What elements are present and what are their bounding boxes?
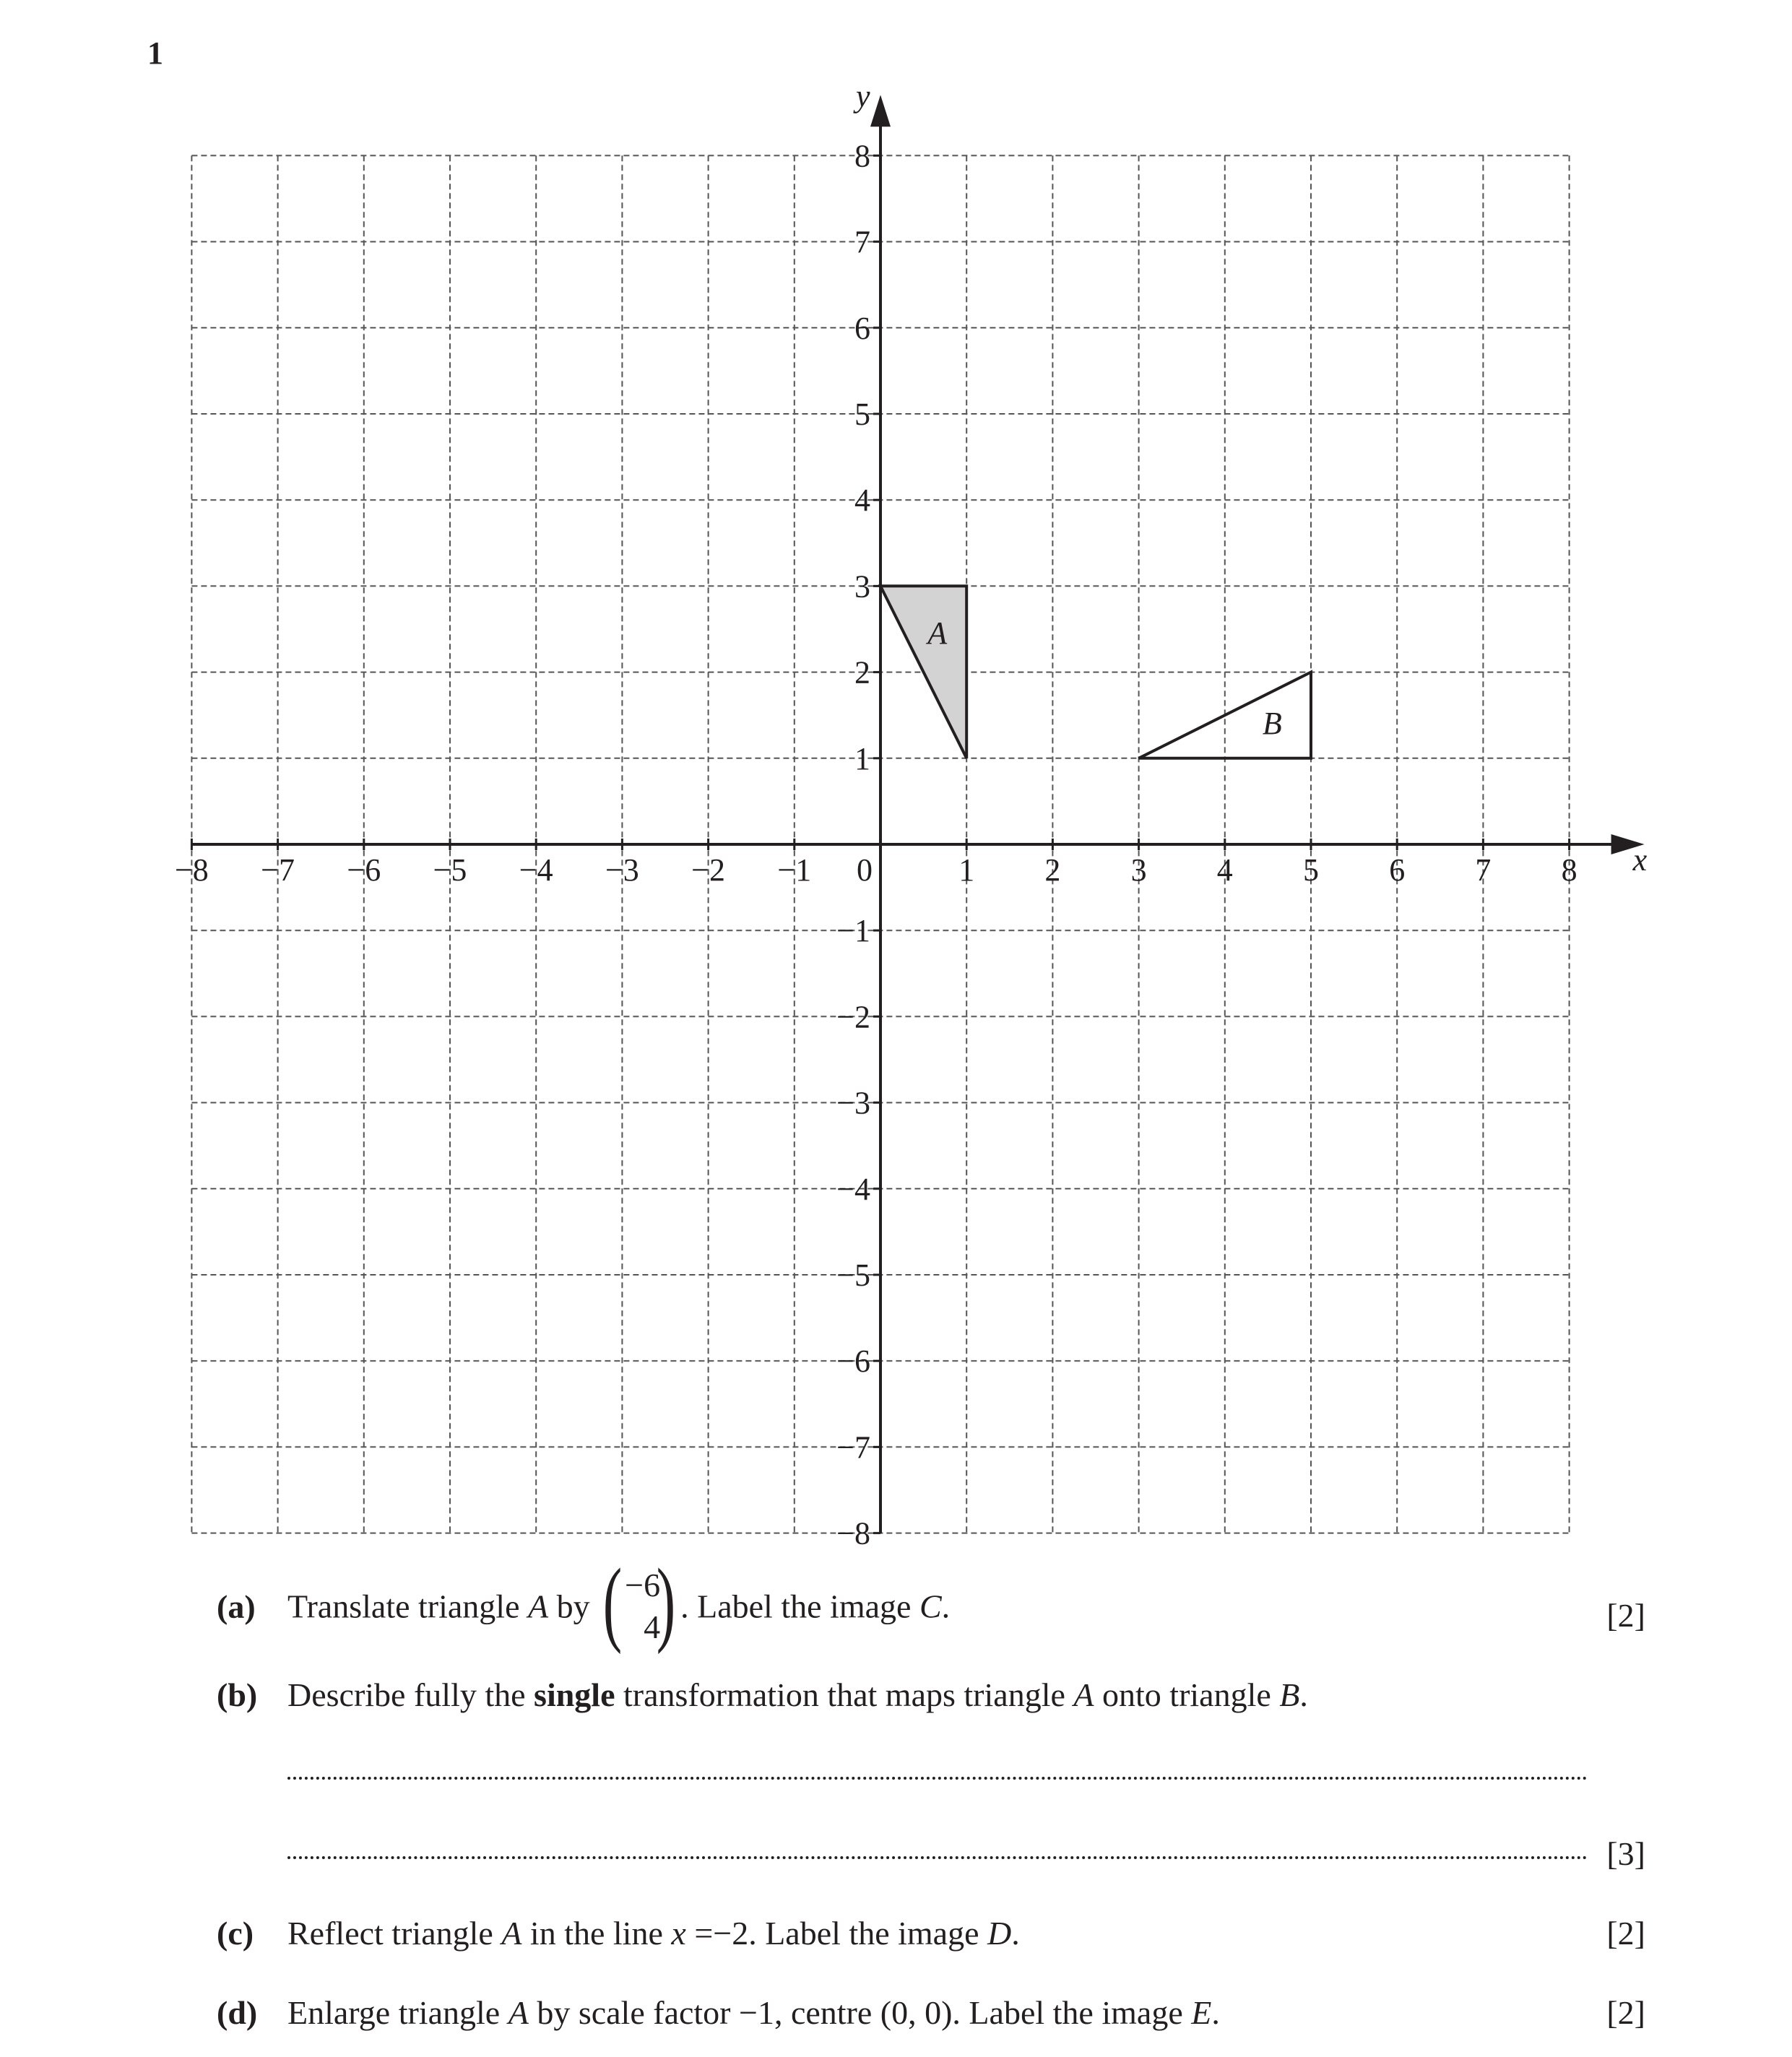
x-tick-label: −4	[519, 852, 553, 888]
part-d-text2: by scale factor −1, centre (0, 0). Label the image	[528, 1994, 1192, 2031]
part-c-text: Reflect triangle	[287, 1915, 502, 1952]
part-c-end: .	[1011, 1915, 1020, 1952]
x-tick-label: 7	[1475, 852, 1492, 888]
part-a	[217, 1549, 951, 1655]
triangle-a	[880, 586, 966, 758]
part-a-var: A	[528, 1588, 549, 1625]
part-c-var: A	[501, 1915, 522, 1952]
triangle-b-label: B	[1262, 706, 1282, 742]
part-d-image: E	[1191, 1994, 1212, 2031]
x-tick-label: 4	[1216, 852, 1233, 888]
answer-line-2[interactable]	[287, 1856, 1588, 1859]
x-tick-label: 3	[1130, 852, 1147, 888]
part-a-text: Translate triangle	[287, 1588, 529, 1625]
y-tick-label: −8	[836, 1515, 870, 1546]
y-tick-label: −3	[836, 1085, 870, 1121]
part-b-bold: single	[534, 1676, 615, 1713]
part-a-end: .	[941, 1588, 951, 1625]
x-tick-label: 2	[1044, 852, 1061, 888]
y-tick-label: −6	[836, 1343, 870, 1380]
x-tick-label: 6	[1389, 852, 1406, 888]
x-axis-label: x	[1632, 842, 1648, 878]
part-d-label: (d)	[217, 1994, 258, 2031]
part-b-text2: transformation that maps triangle	[615, 1676, 1074, 1713]
x-tick-label: 5	[1303, 852, 1319, 888]
part-c-label: (c)	[217, 1915, 254, 1952]
x-tick-label: 1	[958, 852, 975, 888]
triangle-a-label: A	[927, 615, 948, 651]
origin-label: 0	[857, 852, 873, 888]
y-tick-label: −4	[836, 1171, 870, 1207]
x-tick-label: −8	[174, 852, 209, 888]
part-b-text: Describe fully the	[287, 1676, 534, 1713]
vector-bottom: 4	[644, 1608, 661, 1645]
part-c-marks: [2]	[1606, 1915, 1645, 1952]
part-c-image: D	[987, 1915, 1012, 1952]
translation-vector: ( −6 4 )	[602, 1549, 676, 1655]
part-b	[217, 1676, 1308, 1714]
x-tick-label: −5	[433, 852, 467, 888]
part-c-text2: in the line	[521, 1915, 672, 1952]
vector-top: −6	[625, 1567, 661, 1603]
part-a-after: . Label the image	[680, 1588, 919, 1625]
part-a-label: (a)	[217, 1588, 256, 1625]
part-b-end: .	[1299, 1676, 1308, 1713]
y-tick-label: 2	[854, 654, 870, 690]
x-tick-label: −2	[691, 852, 726, 888]
question-number: 1	[147, 35, 163, 71]
y-tick-label: −5	[836, 1257, 870, 1293]
y-axis-label: y	[856, 78, 870, 114]
y-tick-label: 3	[854, 568, 870, 605]
part-c-eq-rest: =−2. Label the image	[685, 1915, 988, 1952]
x-tick-label: −1	[777, 852, 812, 888]
x-tick-label: −3	[605, 852, 639, 888]
part-d-var: A	[508, 1994, 529, 2031]
answer-line-1[interactable]	[287, 1777, 1588, 1780]
y-tick-label: 1	[854, 740, 870, 776]
part-d-text: Enlarge triangle	[287, 1994, 508, 2031]
part-a-marks: [2]	[1606, 1597, 1645, 1634]
part-b-label: (b)	[217, 1676, 258, 1713]
y-tick-label: −1	[836, 913, 870, 949]
part-d	[217, 1993, 1220, 2032]
part-a-image: C	[919, 1588, 942, 1625]
part-d-end: .	[1211, 1994, 1220, 2031]
x-tick-label: −7	[261, 852, 295, 888]
y-tick-label: −7	[836, 1429, 870, 1465]
part-c	[217, 1914, 1020, 1952]
part-a-by: by	[548, 1588, 590, 1625]
x-tick-label: −6	[347, 852, 381, 888]
y-tick-label: 4	[854, 482, 870, 519]
y-tick-label: −2	[836, 999, 870, 1035]
y-tick-label: 7	[854, 224, 870, 260]
y-tick-label: 5	[854, 397, 870, 432]
part-b-var1: A	[1073, 1676, 1094, 1713]
part-b-var2: B	[1279, 1676, 1300, 1713]
y-tick-label: 6	[854, 310, 870, 346]
y-tick-label: 8	[854, 138, 870, 174]
y-axis-arrow	[870, 95, 891, 126]
part-d-marks: [2]	[1606, 1994, 1645, 2031]
part-c-eq-var: x	[671, 1915, 686, 1952]
part-b-marks: [3]	[1606, 1835, 1645, 1872]
part-b-text3: onto triangle	[1094, 1676, 1280, 1713]
x-tick-label: 8	[1561, 852, 1577, 888]
